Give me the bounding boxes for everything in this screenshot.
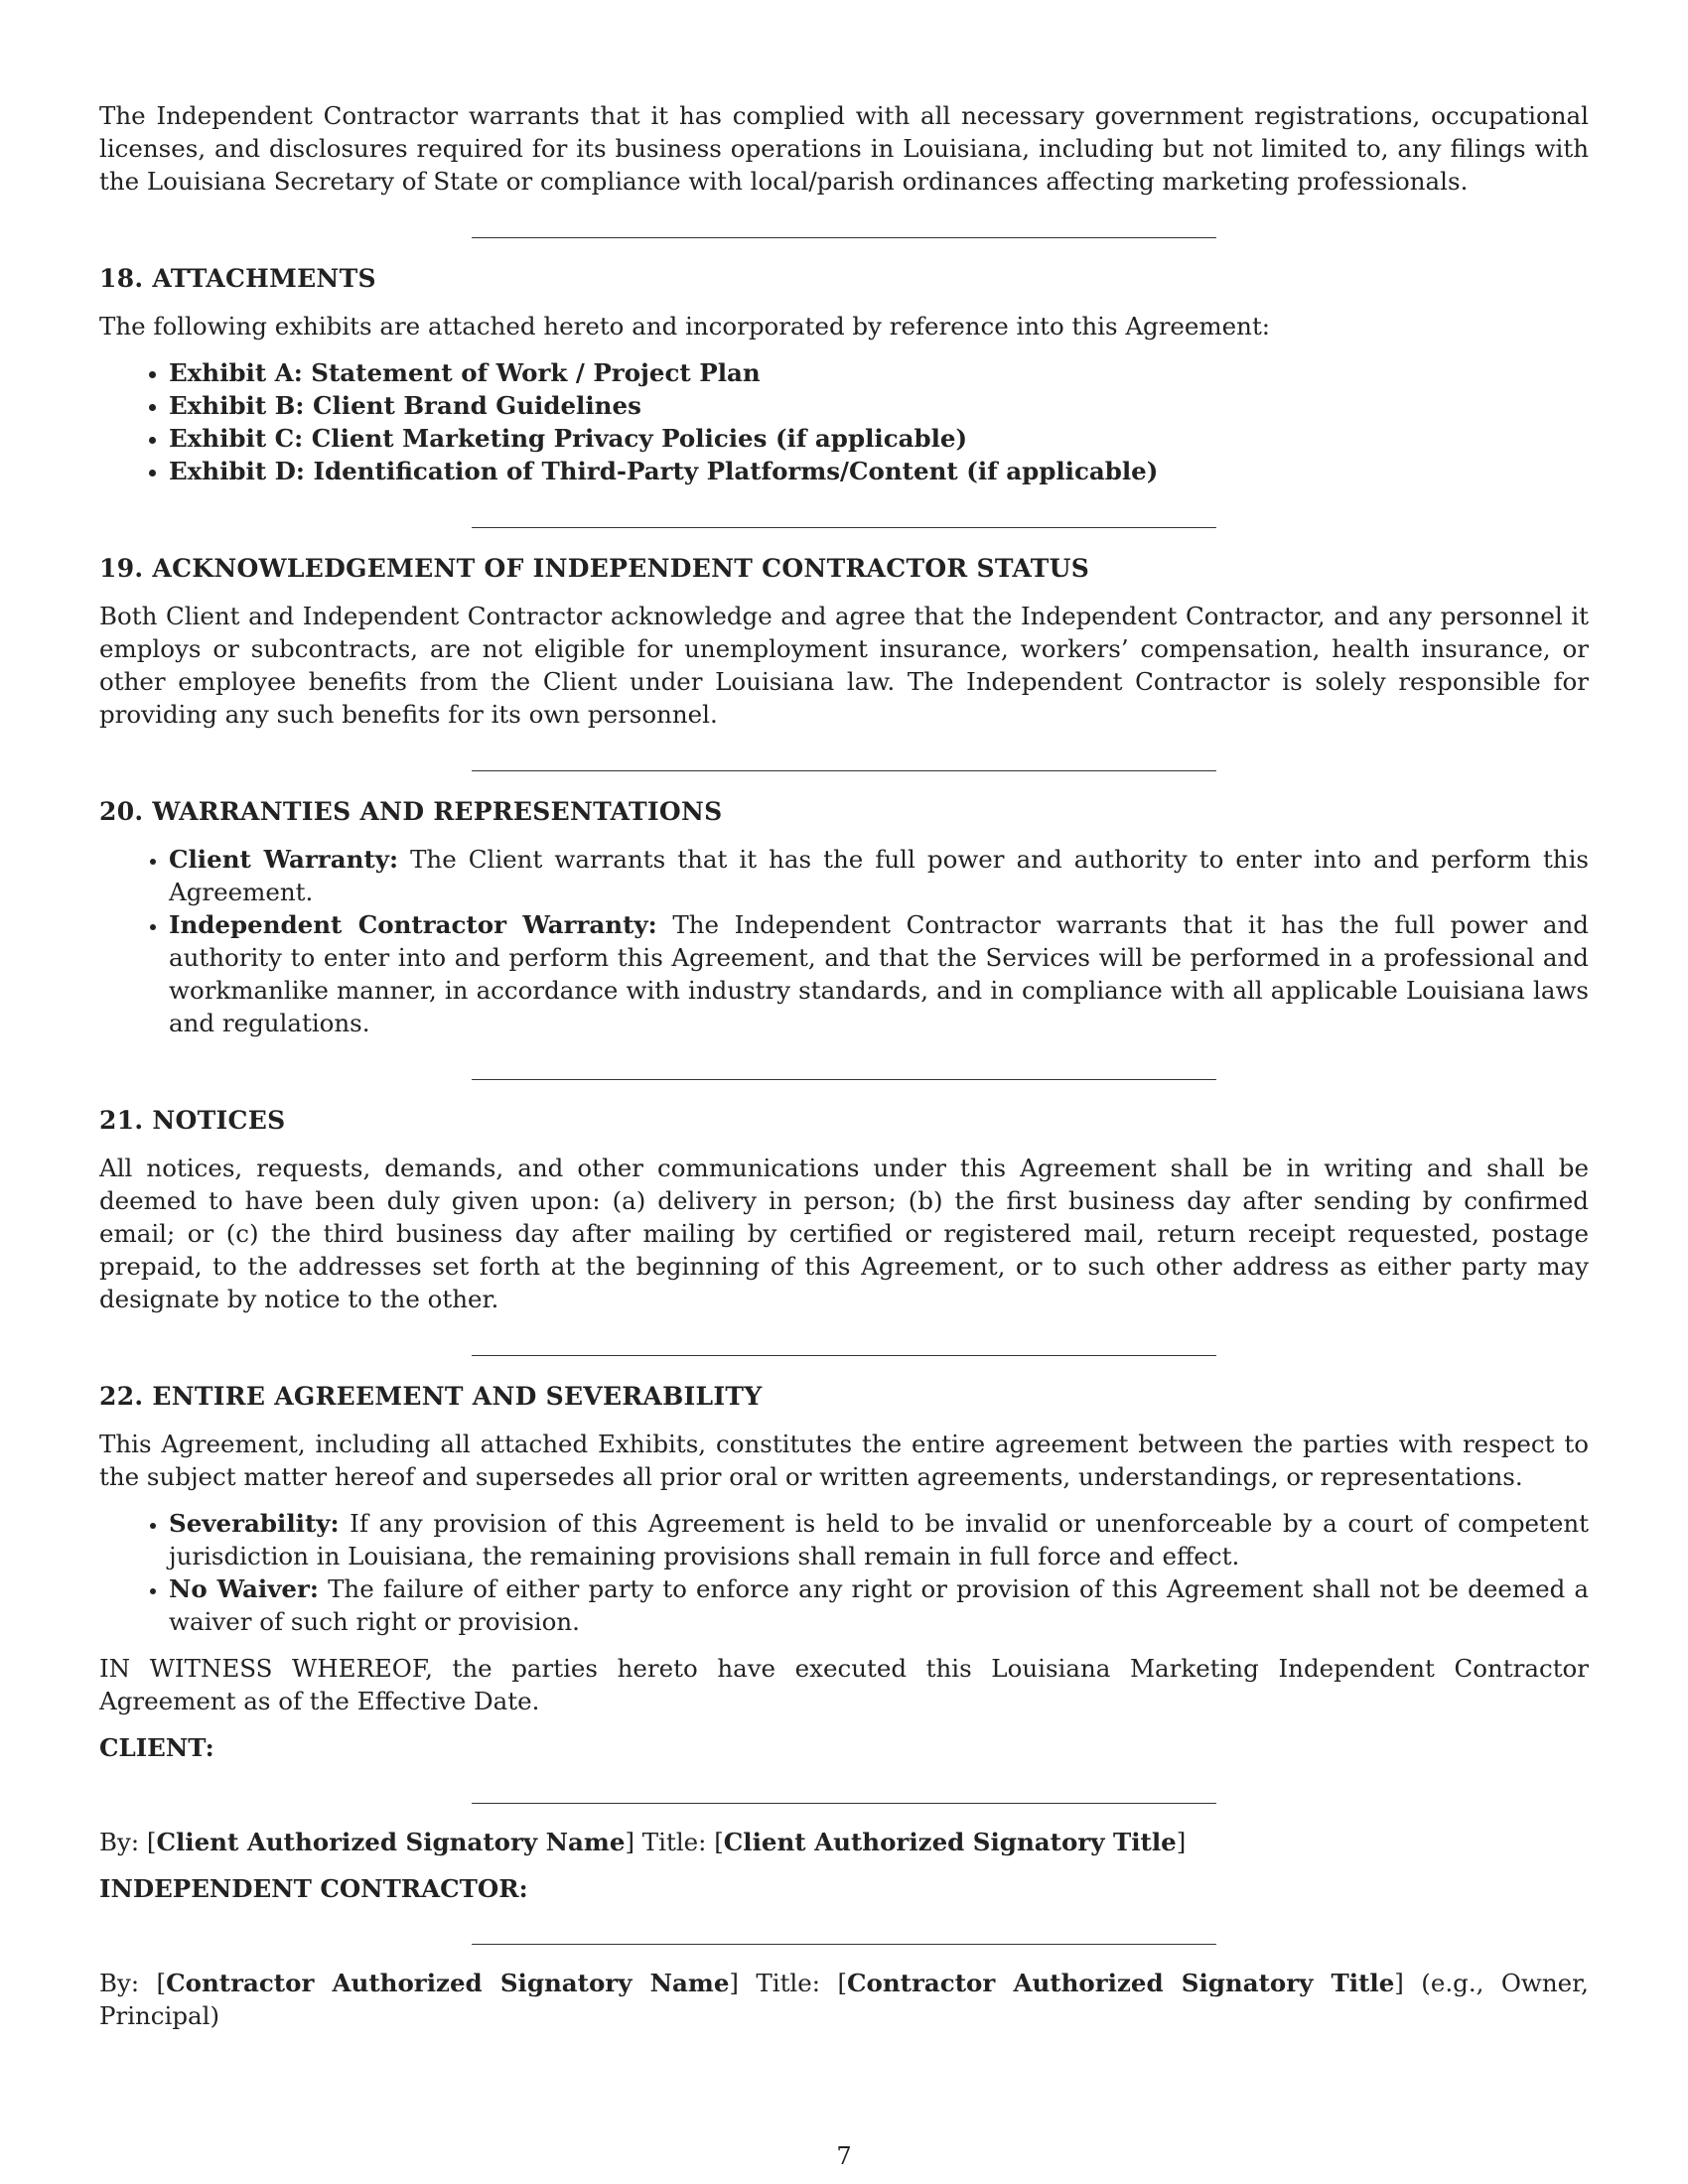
warranty-text: The Client warrants that it has the full power and authority to enter into and perform this Agreement.	[169, 845, 1589, 906]
warranty-item	[169, 843, 1589, 908]
client-signature-line	[472, 1803, 1216, 1804]
contractor-by-label: By:	[99, 1969, 140, 1997]
warranty-text: The Independent Contractor warrants that it has the full power and authority to enter into and perform this Agreement, and that the Services will be performed in a professional and workmanlike manner, in accordance with industry standards, and in compliance with all applicable Louisiana laws and regulations.	[169, 910, 1589, 1037]
section-22-heading: 22. ENTIRE AGREEMENT AND SEVERABILITY	[99, 1382, 763, 1411]
intro-paragraph: The Independent Contractor warrants that it has complied with all necessary government registrations, occupational licenses, and disclosures required for its business operations in Louisiana, including but not limited to, any filings with the Louisiana Secretary of State or compliance with local/parish ordinances affecting marketing professionals.	[99, 101, 1589, 196]
section-19-heading: 19. ACKNOWLEDGEMENT OF INDEPENDENT CONTRACTOR STATUS	[99, 554, 1090, 583]
contractor-signature-line	[472, 1944, 1216, 1945]
contractor-signature-heading: INDEPENDENT CONTRACTOR:	[99, 1874, 528, 1903]
section-divider	[472, 1079, 1216, 1080]
page-number: 7	[836, 2142, 852, 2170]
severability-text: If any provision of this Agreement is held to be invalid or unenforceable by a court of competent jurisdiction in Louisiana, the remaining provisions shall remain in full force and effect.	[169, 1509, 1590, 1570]
contractor-title-label: Title:	[756, 1969, 821, 1997]
client-signatory-line: By: [Client Authorized Signatory Name] Title: [Client Authorized Signatory Title]	[99, 1828, 1187, 1856]
contractor-signatory-name: Contractor Authorized Signatory Name	[166, 1969, 730, 1997]
client-signature-heading: CLIENT:	[99, 1733, 214, 1762]
document-page	[99, 99, 1589, 2046]
contractor-signatory-title: Contractor Authorized Signatory Title	[847, 1969, 1395, 1997]
warranty-label: Independent Contractor Warranty:	[169, 910, 657, 939]
section-divider	[472, 770, 1216, 771]
contractor-title-example: (e.g., Owner, Principal)	[99, 1969, 1589, 2030]
exhibit-list	[99, 356, 1589, 487]
severability-item	[169, 1572, 1589, 1638]
section-21-heading: 21. NOTICES	[99, 1106, 286, 1135]
exhibit-item: • Exhibit A: Statement of Work / Project Plan	[169, 356, 1589, 389]
client-by-label: By:	[99, 1828, 140, 1856]
section-divider	[472, 237, 1216, 238]
section-21-body: All notices, requests, demands, and other communications under this Agreement shall be in writing and shall be deemed to have been duly given upon: (a) delivery in person; (b) the first business day after sending by confirmed email; or (c) the third business day after mailing by certified or registered mail, return receipt requested, postage prepaid, to the addresses set forth at the beginning of this Agreement, or to such other address as either party may designate by notice to the other.	[99, 1154, 1589, 1313]
section-18-intro: The following exhibits are attached hereto and incorporated by reference into this Agreement:	[99, 312, 1271, 341]
client-title-label: Title:	[641, 1828, 707, 1856]
severability-text: The failure of either party to enforce any right or provision of this Agreement shall not be deemed a waiver of such right or provision.	[169, 1574, 1589, 1636]
section-22-body: This Agreement, including all attached Exhibits, constitutes the entire agreement between the parties with respect to the subject matter hereof and supersedes all prior oral or written agreements, understandings, or representations.	[99, 1430, 1589, 1491]
severability-list	[99, 1507, 1589, 1638]
contractor-signatory-line: By: [Contractor Authorized Signatory Name] Title: [Contractor Authorized Signatory Title] (e.g., Owner, Principal)	[99, 1969, 1589, 2030]
section-19-body: Both Client and Independent Contractor acknowledge and agree that the Independent Contractor, and any personnel it employs or subcontracts, are not eligible for unemployment insurance, workers’ compensation, health insurance, or other employee benefits from the Client under Louisiana law. The Independent Contractor is solely responsible for providing any such benefits for its own personnel.	[99, 602, 1589, 729]
exhibit-item: • Exhibit C: Client Marketing Privacy Policies (if applicable)	[169, 422, 1589, 455]
client-signatory-title: Client Authorized Signatory Title	[723, 1828, 1177, 1856]
exhibit-item: • Exhibit D: Identification of Third-Party Platforms/Content (if applicable)	[169, 455, 1589, 487]
client-signatory-name: Client Authorized Signatory Name	[156, 1828, 626, 1856]
section-18-heading: 18. ATTACHMENTS	[99, 264, 376, 293]
witness-paragraph: IN WITNESS WHEREOF, the parties hereto have executed this Louisiana Marketing Independent Contractor Agreement as of the Effective Date.	[99, 1654, 1589, 1715]
severability-label: No Waiver:	[169, 1574, 319, 1603]
warranty-list	[99, 843, 1589, 1039]
section-20-heading: 20. WARRANTIES AND REPRESENTATIONS	[99, 797, 723, 826]
warranty-label: Client Warranty:	[169, 845, 398, 874]
severability-label: Severability:	[169, 1509, 340, 1538]
section-divider	[472, 527, 1216, 528]
exhibit-item: • Exhibit B: Client Brand Guidelines	[169, 389, 1589, 422]
section-divider	[472, 1355, 1216, 1356]
warranty-item	[169, 908, 1589, 1039]
severability-item	[169, 1507, 1589, 1572]
